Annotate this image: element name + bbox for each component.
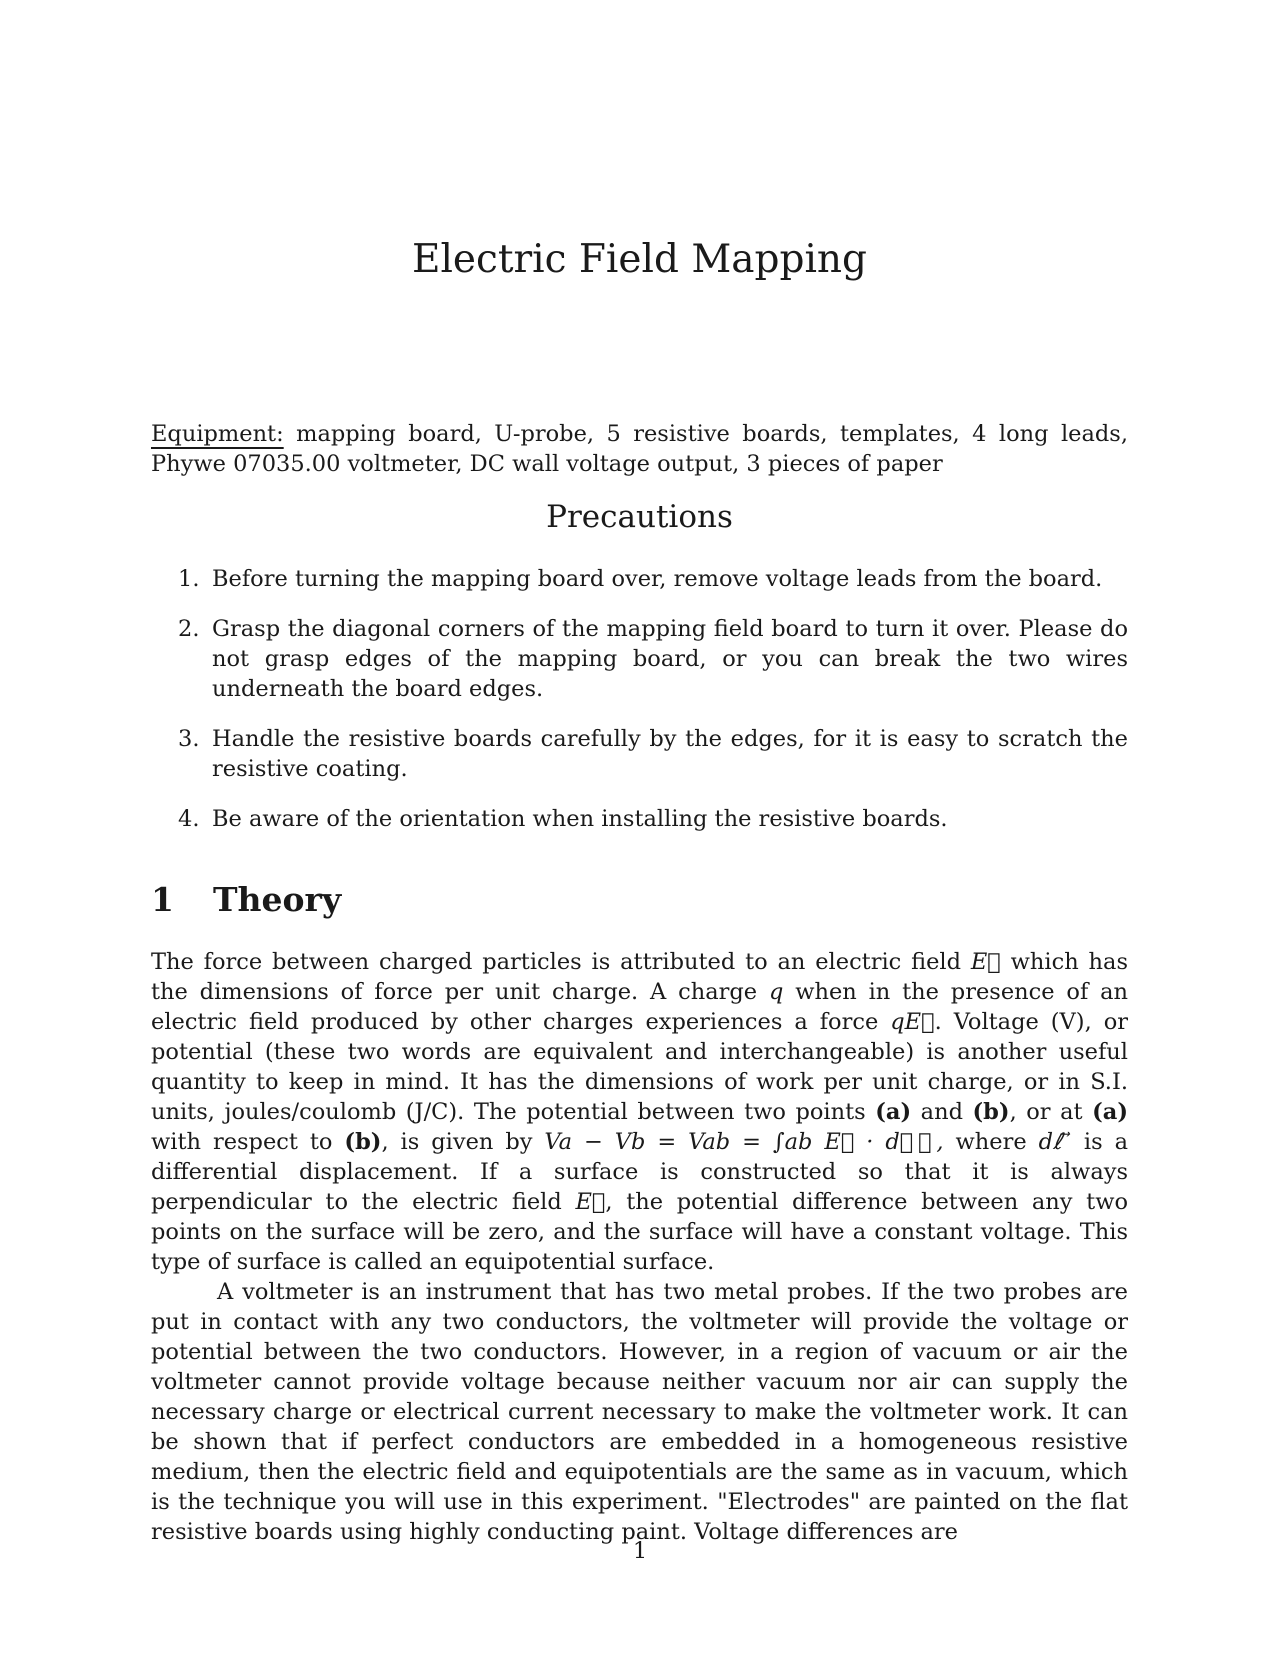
math-dl: dℓ⃗ <box>1038 1129 1072 1155</box>
text-run: where <box>955 1129 1027 1155</box>
equipment-label: Equipment: <box>151 421 284 447</box>
text-run: and <box>920 1099 963 1125</box>
precaution-item <box>151 804 1128 834</box>
page-number: 1 <box>632 1538 648 1564</box>
precaution-text: Handle the resistive boards carefully by the edges, for it is easy to scratch the resistive coating. <box>212 726 1128 782</box>
text-run: is a differential displacement. If a surface is constructed so that it is always perpendicular to the electric field <box>151 1129 1128 1215</box>
potential-formula: Va − Vb = Vab = ∫ab E⃗ · dℓ⃗, <box>544 1129 944 1155</box>
precaution-item <box>151 724 1128 784</box>
precaution-text: Be aware of the orientation when installing the resistive boards. <box>212 806 948 832</box>
precaution-item <box>151 614 1128 704</box>
text-run: when in the presence of an electric field produced by other charges experiences a force <box>151 979 1129 1035</box>
point-b: (b) <box>972 1099 1010 1125</box>
text-run: , or at <box>1009 1099 1083 1125</box>
text-run: , the potential difference between any two points on the surface will be zero, and the surface will have a constant voltage. This type of surface is called an equipotential surface. <box>151 1189 1129 1275</box>
document-title: Electric Field Mapping <box>411 237 867 282</box>
point-a: (a) <box>875 1099 912 1125</box>
section-heading <box>151 880 341 920</box>
text-run: , is given by <box>381 1129 533 1155</box>
equipment-paragraph <box>151 419 1128 479</box>
precautions-list <box>151 564 1128 854</box>
theory-body <box>151 947 1128 1547</box>
precaution-text: Grasp the diagonal corners of the mapping field board to turn it over. Please do not grasp edges of the mapping board, or you can break the two wires underneath the board edges. <box>212 616 1128 702</box>
precaution-text: Before turning the mapping board over, remove voltage leads from the board. <box>212 566 1103 592</box>
text-run: with respect to <box>151 1129 333 1155</box>
point-b: (b) <box>344 1129 382 1155</box>
equipment-text: mapping board, U-probe, 5 resistive boards, templates, 4 long leads, Phywe 07035.00 voltmeter, DC wall voltage output, 3 pieces of paper <box>151 421 1128 477</box>
precaution-number: 2. <box>178 616 200 642</box>
math-q: q <box>768 979 784 1005</box>
text-run: which has the dimensions of force per unit charge. A charge <box>151 949 1128 1005</box>
math-E: E⃗ <box>970 949 1001 975</box>
precaution-item <box>151 564 1128 594</box>
section-title: Theory <box>213 880 342 919</box>
precaution-number: 4. <box>178 806 200 832</box>
theory-paragraph-1 <box>151 947 1128 1277</box>
precaution-number: 3. <box>178 726 200 752</box>
point-a: (a) <box>1092 1099 1128 1125</box>
math-qE: qE⃗ <box>890 1009 935 1035</box>
theory-paragraph-2: A voltmeter is an instrument that has two metal probes. If the two probes are put in contact with any two conductors, the voltmeter will provide the voltage or potential between the two conductors. However, in a region of vacuum or air the voltmeter cannot provide voltage because neither vacuum nor air can supply the necessary charge or electrical current necessary to make the voltmeter work. It can be shown that if perfect conductors are embedded in a homogeneous resistive medium, then the electric field and equipotentials are the same as in vacuum, which is the technique you will use in this experiment. "Electrodes" are painted on the flat resistive boards using highly conducting paint. Voltage differences are <box>151 1279 1128 1545</box>
math-E: E⃗ <box>575 1189 606 1215</box>
precautions-heading: Precautions <box>546 499 733 535</box>
section-number: 1 <box>151 880 174 919</box>
text-run: The force between charged particles is attributed to an electric field <box>151 949 962 975</box>
precaution-number: 1. <box>178 566 200 592</box>
text-run: . Voltage (V), or potential (these two words are equivalent and interchangeable) is another useful quantity to keep in mind. It has the dimensions of work per unit charge, or in S.I. units, joules/coulomb (J/C). The potential between two points <box>151 1009 1128 1125</box>
